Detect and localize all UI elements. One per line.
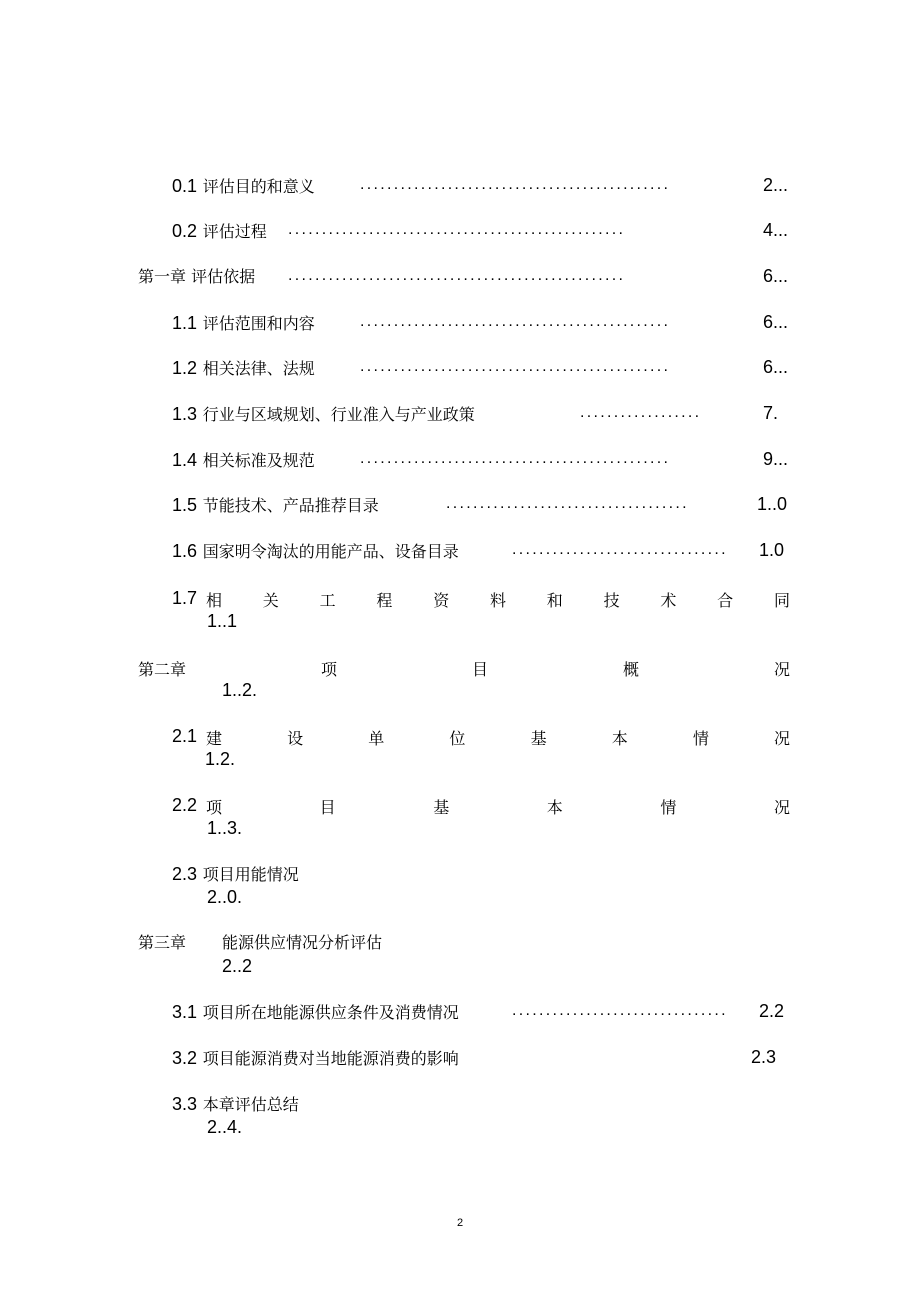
- toc-entry[interactable]: [172, 587, 197, 610]
- section-title: 评估目的和意义: [202, 177, 315, 196]
- leader-dots: ................................: [512, 1002, 728, 1019]
- title-char: 设: [287, 729, 304, 748]
- title-char: 合: [717, 591, 734, 610]
- title-char: 本: [546, 798, 563, 817]
- title-char: 资: [433, 591, 450, 610]
- title-char: 项: [206, 798, 223, 817]
- section-number: 2.1: [172, 726, 198, 746]
- toc-entry[interactable]: [172, 540, 459, 563]
- section-title: [206, 726, 790, 749]
- chapter-title: 能源供应情况分析评估: [222, 933, 383, 952]
- leader-dots: ..................: [580, 404, 702, 421]
- leader-dots: ................................: [512, 541, 728, 558]
- page-ref: 1..3.: [207, 818, 243, 838]
- title-char: 技: [603, 591, 620, 610]
- section-title: 相关法律、法规: [202, 359, 315, 378]
- title-char: 基: [433, 798, 450, 817]
- page-ref: 2..2: [222, 956, 253, 976]
- title-char: 本: [611, 729, 628, 748]
- section-title: 行业与区域规划、行业准入与产业政策: [202, 405, 475, 424]
- section-title: [206, 795, 790, 818]
- toc-entry[interactable]: [172, 357, 315, 380]
- page-number: 2: [456, 1217, 464, 1229]
- title-char: 项: [320, 660, 337, 679]
- leader-dots: ..................................................: [288, 267, 626, 284]
- toc-entry[interactable]: [172, 1001, 459, 1024]
- title-char: 同: [773, 591, 790, 610]
- toc-entry[interactable]: [172, 725, 197, 748]
- toc-entry[interactable]: [138, 266, 255, 288]
- title-char: 况: [773, 729, 790, 748]
- title-char: 第二章: [138, 660, 187, 679]
- title-char: 情: [692, 729, 709, 748]
- title-char: 关: [262, 591, 279, 610]
- title-char: 单: [368, 729, 385, 748]
- page-ref: 6...: [763, 357, 789, 377]
- section-number: 1.3: [172, 404, 198, 424]
- toc-entry[interactable]: [138, 932, 186, 954]
- toc-entry[interactable]: [172, 863, 299, 886]
- title-char: 工: [319, 591, 336, 610]
- toc-entry[interactable]: [172, 312, 315, 335]
- toc-entry[interactable]: [172, 175, 315, 198]
- page-ref: 1.0: [759, 540, 785, 560]
- title-char: 位: [449, 729, 466, 748]
- section-number: 1.2: [172, 358, 198, 378]
- section-number: 1.1: [172, 313, 198, 333]
- page-ref: 4...: [763, 220, 789, 240]
- title-char: 术: [660, 591, 677, 610]
- toc-entry[interactable]: [172, 403, 475, 426]
- leader-dots: ..............................................: [360, 450, 671, 467]
- section-number: 1.7: [172, 588, 198, 608]
- section-title: 节能技术、产品推荐目录: [202, 496, 379, 515]
- section-title: 项目用能情况: [202, 865, 299, 884]
- page-ref: 6...: [763, 312, 789, 332]
- title-char: 况: [773, 660, 790, 679]
- section-number: 1.4: [172, 450, 198, 470]
- title-char: 基: [530, 729, 547, 748]
- section-number: 1.6: [172, 541, 198, 561]
- section-title: 项目能源消费对当地能源消费的影响: [202, 1049, 459, 1068]
- toc-entry[interactable]: [172, 494, 379, 517]
- title-char: 程: [376, 591, 393, 610]
- title-char: 和: [546, 591, 563, 610]
- title-char: 相: [206, 591, 223, 610]
- section-number: 0.1: [172, 176, 198, 196]
- section-number: 3.1: [172, 1002, 198, 1022]
- leader-dots: ..............................................: [360, 358, 671, 375]
- section-title: 项目所在地能源供应条件及消费情况: [202, 1003, 459, 1022]
- leader-dots: ..............................................: [360, 176, 671, 193]
- title-char: 目: [319, 798, 336, 817]
- section-number: 1.5: [172, 495, 198, 515]
- toc-entry[interactable]: [172, 794, 197, 817]
- page-ref: 7.: [763, 403, 779, 423]
- title-char: 况: [773, 798, 790, 817]
- page-ref: 1.2.: [205, 749, 236, 769]
- leader-dots: ....................................: [446, 495, 689, 512]
- toc-entry[interactable]: [172, 1093, 299, 1116]
- section-title: 评估范围和内容: [202, 314, 315, 333]
- section-number: 3.2: [172, 1048, 198, 1068]
- section-title: 相关标准及规范: [202, 451, 315, 470]
- toc-entry[interactable]: [172, 449, 315, 472]
- page-ref: 2..0.: [207, 887, 243, 907]
- toc-entry[interactable]: [172, 1047, 459, 1070]
- title-char: 料: [489, 591, 506, 610]
- section-number: 0.2: [172, 221, 198, 241]
- page-ref: 9...: [763, 449, 789, 469]
- section-title: 本章评估总结: [202, 1095, 299, 1114]
- section-number: 2.3: [172, 864, 198, 884]
- chapter-label: 第三章: [138, 933, 187, 952]
- section-number: 2.2: [172, 795, 198, 815]
- page-ref: 2.3: [751, 1047, 777, 1067]
- title-char: 概: [622, 660, 639, 679]
- title-char: 建: [206, 729, 223, 748]
- page-ref: 2..4.: [207, 1117, 243, 1137]
- section-title: 国家明令淘汰的用能产品、设备目录: [202, 542, 459, 561]
- section-number: 3.3: [172, 1094, 198, 1114]
- leader-dots: ..................................................: [288, 221, 626, 238]
- chapter-title: 第一章 评估依据: [138, 267, 256, 286]
- section-title: 评估过程: [202, 222, 267, 241]
- title-char: 目: [471, 660, 488, 679]
- page-ref: 1..1: [207, 611, 238, 631]
- page-ref: 1..2.: [222, 680, 258, 700]
- title-char: 情: [660, 798, 677, 817]
- chapter-title[interactable]: [138, 657, 790, 680]
- page-ref: 6...: [763, 266, 789, 286]
- toc-entry[interactable]: [172, 220, 267, 243]
- page-ref: 2...: [763, 175, 789, 195]
- page-ref: 2.2: [759, 1001, 785, 1021]
- page-ref: 1..0: [757, 494, 788, 514]
- leader-dots: ..............................................: [360, 313, 671, 330]
- section-title: [206, 588, 790, 611]
